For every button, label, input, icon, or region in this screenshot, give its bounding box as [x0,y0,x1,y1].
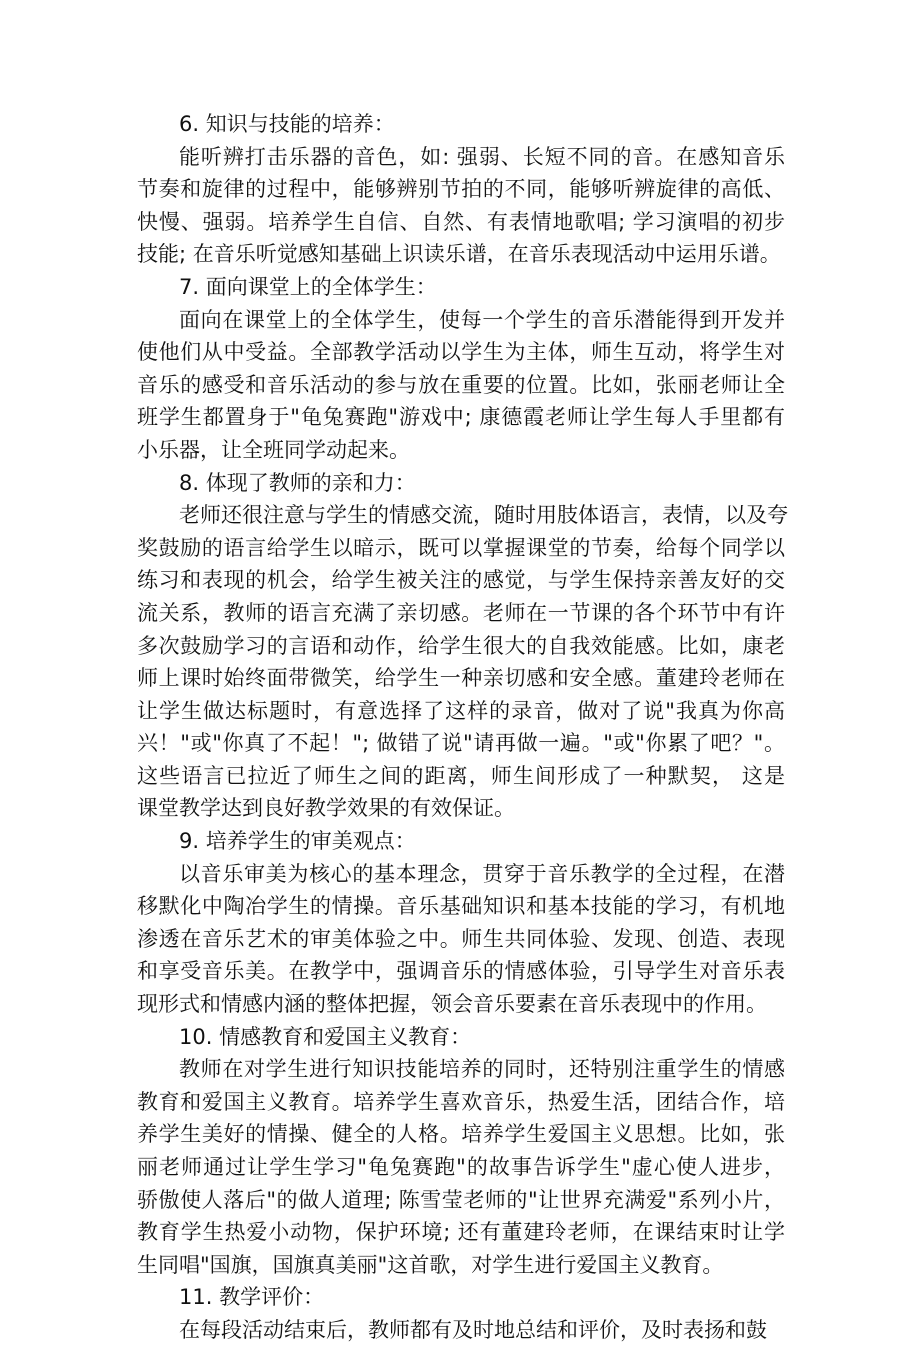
section-heading: 10. 情感教育和爱国主义教育： [179,1024,472,1049]
paragraph-line: 在每段活动结束后，教师都有及时地总结和评价，及时表扬和鼓 [179,1317,767,1342]
section-heading: 11. 教学评价： [179,1285,325,1310]
paragraph-line: 生同唱"国旗，国旗真美丽"这首歌，对学生进行爱国主义教育。 [137,1252,724,1277]
paragraph-line: 教育学生热爱小动物，保护环境; 还有董建玲老师，在课结束时让学 [137,1220,785,1245]
paragraph-line: 以音乐审美为核心的基本理念，贯穿于音乐教学的全过程，在潜 [179,861,785,886]
paragraph-line: 和享受音乐美。在教学中，强调音乐的情感体验，引导学生对音乐表 [137,959,785,984]
paragraph-line: 骄傲使人落后"的做人道理; 陈雪莹老师的"让世界充满爱"系列小片， [137,1187,785,1212]
document-page [137,108,788,1347]
paragraph-line: 音乐的感受和音乐活动的参与放在重要的位置。比如，张丽老师让全 [137,372,785,397]
paragraph-line: 移默化中陶冶学生的情操。音乐基础知识和基本技能的学习，有机地 [137,894,785,919]
section-paragraph [137,499,788,825]
section-heading: 7. 面向课堂上的全体学生： [179,274,437,299]
section-paragraph [137,141,785,271]
paragraph-line: 现形式和情感内涵的整体把握，领会音乐要素在音乐表现中的作用。 [137,992,767,1017]
paragraph-line: 丽老师通过让学生学习"龟兔赛跑"的故事告诉学生"虚心使人进步， [137,1155,785,1179]
paragraph-line: 快慢、强弱。培养学生自信、自然、有表情地歌唱; 学习演唱的初步 [137,209,785,234]
paragraph-line: 养学生美好的情操、健全的人格。培养学生爱国主义思想。比如，张 [137,1122,785,1147]
section-paragraph [137,1314,785,1347]
paragraph-line: 技能; 在音乐听觉感知基础上识读乐谱，在音乐表现活动中运用乐谱。 [137,242,781,267]
paragraph-line: 师上课时始终面带微笑，给学生一种亲切感和安全感。董建玲老师在 [137,666,785,691]
paragraph-line: 教师在对学生进行知识技能培养的同时，还特别注重学生的情感 [179,1057,785,1082]
section-paragraph [137,858,785,1021]
paragraph-line: 面向在课堂上的全体学生，使每一个学生的音乐潜能得到开发并 [179,307,785,332]
paragraph-line: 练习和表现的机会，给学生被关注的感觉，与学生保持亲善友好的交 [137,568,785,593]
paragraph-line: 让学生做达标题时，有意选择了这样的录音，做对了说"我真为你高 [137,698,785,723]
paragraph-line: 小乐器，让全班同学动起来。 [137,437,410,462]
paragraph-line: 渗透在音乐艺术的审美体验之中。师生共同体验、发现、创造、表现 [137,926,785,951]
section-heading: 9. 培养学生的审美观点： [179,829,416,854]
paragraph-line: 教育和爱国主义教育。培养学生喜欢音乐，热爱生活，团结合作，培 [137,1089,785,1114]
paragraph-line: 使他们从中受益。全部教学活动以学生为主体，师生互动，将学生对 [137,340,785,365]
section-heading: 6. 知识与技能的培养： [179,112,395,136]
paragraph-line: 能听辨打击乐器的音色，如: 强弱、长短不同的音。在感知音乐 [179,144,785,169]
paragraph-line: 课堂教学达到良好教学效果的有效保证。 [137,796,515,821]
paragraph-line: 流关系，教师的语言充满了亲切感。老师在一节课的各个环节中有许 [137,600,785,625]
section-paragraph [137,304,785,467]
paragraph-line: 班学生都置身于"龟兔赛跑"游戏中; 康德霞老师让学生每人手里都有 [137,405,785,430]
section-heading: 8. 体现了教师的亲和力： [179,470,416,495]
paragraph-line: 奖鼓励的语言给学生以暗示，既可以掌握课堂的节奏，给每个同学以 [137,535,785,560]
paragraph-line: 兴！"或"你真了不起！"; 做错了说"请再做一遍。"或"你累了吧？"。 [137,731,785,756]
paragraph-line: 节奏和旋律的过程中，能够辨别节拍的不同，能够听辨旋律的高低、 [137,177,785,202]
paragraph-line: 多次鼓励学习的言语和动作，给学生很大的自我效能感。比如，康老 [137,633,785,658]
paragraph-line: 这些语言已拉近了师生之间的距离，师生间形成了一种默契， 这是 [137,763,785,788]
section-paragraph [137,1053,785,1281]
paragraph-line: 老师还很注意与学生的情感交流，随时用肢体语言，表情，以及夸 [179,503,788,528]
